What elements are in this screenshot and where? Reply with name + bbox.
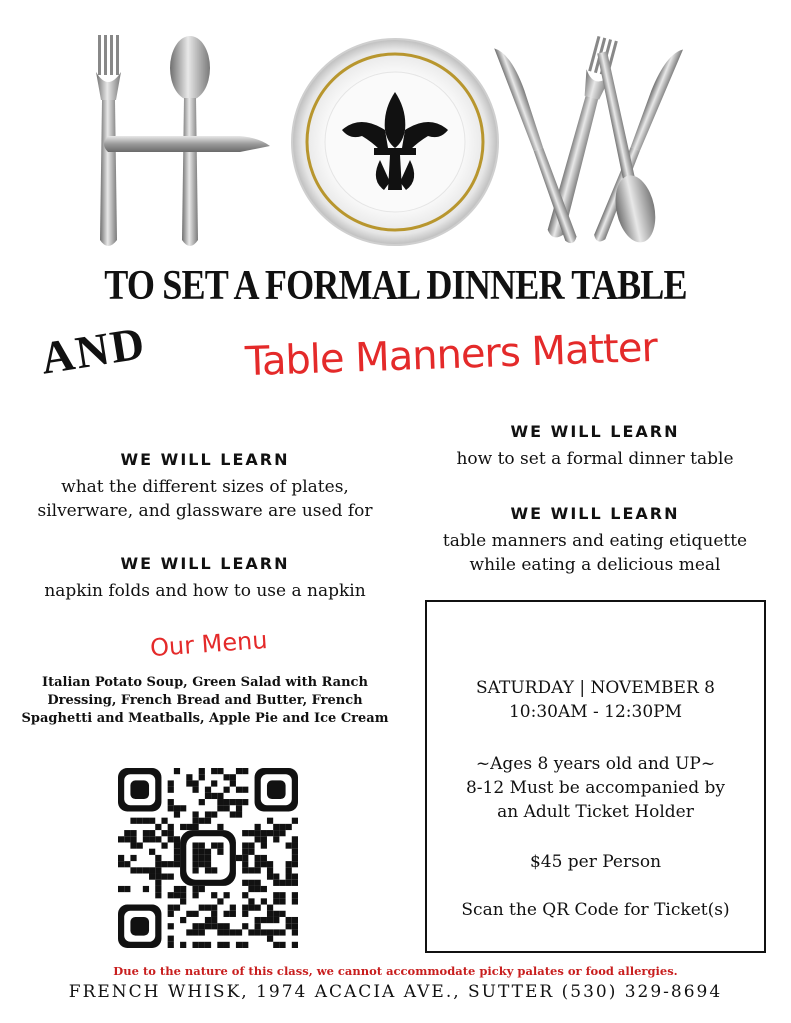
learn-label: WE WILL LEARN: [120, 450, 290, 469]
event-time: 10:30AM - 12:30PM: [508, 702, 683, 722]
page-subtitle: TO SET A FORMAL DINNER TABLE: [104, 263, 687, 309]
plate-icon: [292, 39, 498, 245]
event-scan: Scan the QR Code for Ticket(s): [461, 900, 730, 920]
knife-icon: [494, 44, 579, 246]
learn-label: WE WILL LEARN: [510, 504, 680, 523]
learn-text: what the different sizes of plates, silverware, and glassware are used for: [37, 477, 373, 521]
learn-text: napkin folds and how to use a napkin: [44, 581, 366, 601]
how-cutlery-graphic: [80, 30, 710, 260]
menu-heading: Our Menu: [149, 625, 269, 663]
event-accompany-2: an Adult Ticket Holder: [497, 802, 694, 822]
event-ages: ~Ages 8 years old and UP~: [475, 754, 716, 774]
footer-address: FRENCH WHISK, 1974 ACACIA AVE., SUTTER (530) 329-8694: [68, 982, 723, 1002]
learn-text: table manners and eating etiquette while eating a delicious meal: [442, 531, 748, 575]
learn-label: WE WILL LEARN: [120, 554, 290, 573]
qr-code-icon[interactable]: [118, 768, 298, 948]
learn-block: [20, 450, 390, 523]
learn-block: [420, 422, 770, 471]
learn-block: [420, 504, 770, 577]
disclaimer: Due to the nature of this class, we cannot accommodate picky palates or food allergies.: [113, 964, 678, 978]
event-price: $45 per Person: [529, 852, 662, 872]
event-date: SATURDAY | NOVEMBER 8: [476, 678, 715, 698]
event-info-box: [425, 600, 766, 953]
learn-label: WE WILL LEARN: [510, 422, 680, 441]
menu-items: Italian Potato Soup, Green Salad with Ranch Dressing, French Bread and Butter, French Spaghetti and Meatballs, Apple Pie and Ice Cream: [21, 675, 389, 726]
learn-text: how to set a formal dinner table: [456, 449, 734, 469]
knife-icon: [104, 136, 270, 152]
spoon-icon: [584, 48, 662, 246]
manners-title: Table Manners Matter: [244, 324, 658, 386]
and-heading: AND: [37, 316, 150, 384]
event-accompany-1: 8-12 Must be accompanied by: [465, 778, 726, 798]
learn-block: [20, 554, 390, 603]
